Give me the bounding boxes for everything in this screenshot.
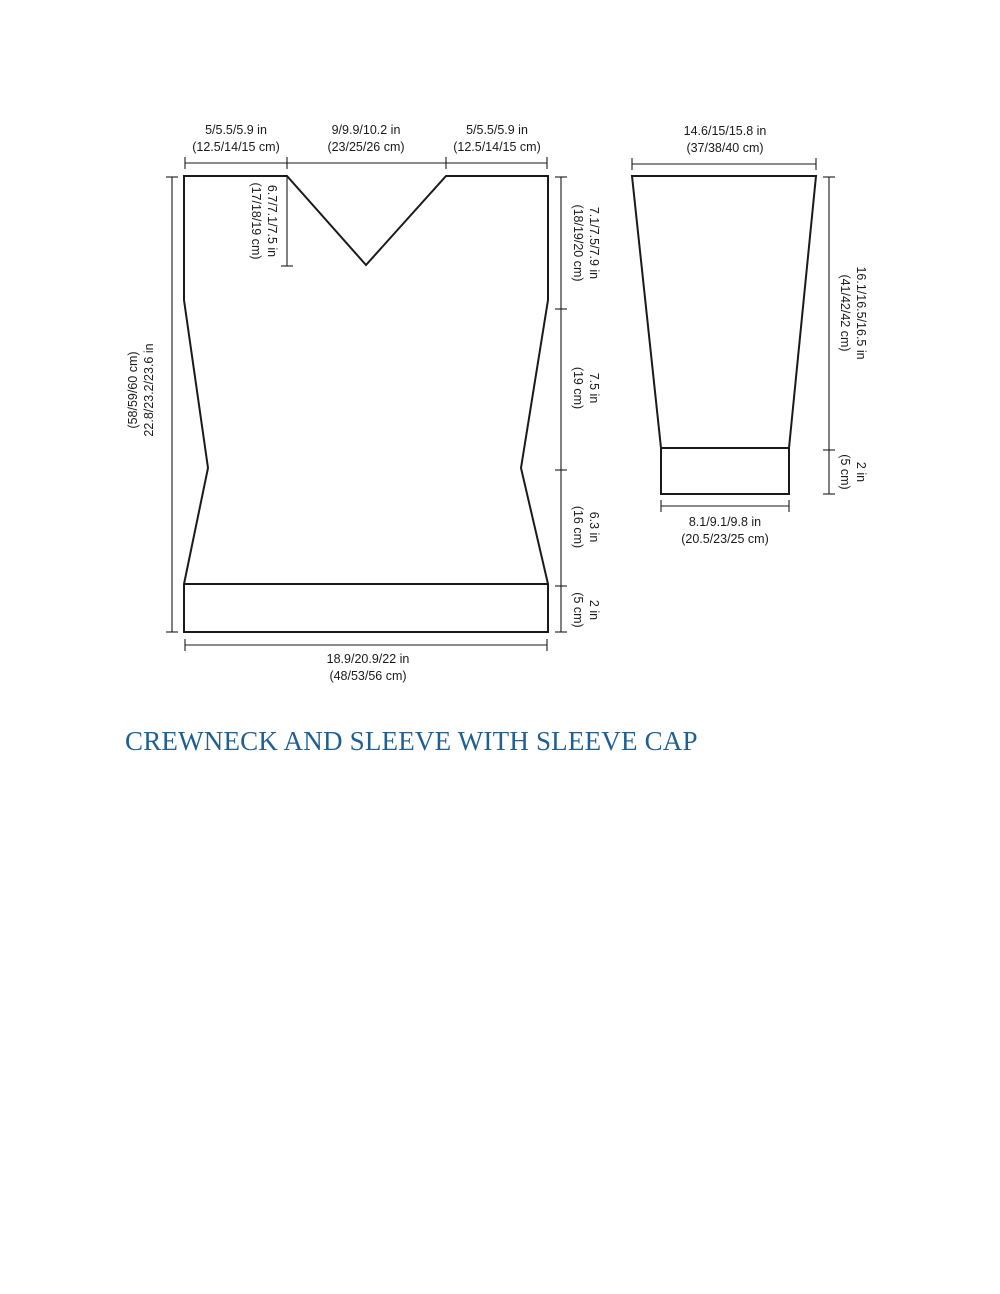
total-length-label: 22.8/23.2/23.6 in xyxy=(142,343,156,437)
hem-ribbing-label: 2 in xyxy=(587,599,601,621)
sleeve-upper-width-label: 14.6/15/15.8 in xyxy=(683,124,767,138)
waist-to-armhole-label-cm: (19 cm) xyxy=(571,366,585,410)
sleeve-cuff-width-label-cm: (20.5/23/25 cm) xyxy=(681,532,769,546)
section-title: CREWNECK AND SLEEVE WITH SLEEVE CAP xyxy=(125,726,698,756)
total-length-dimension xyxy=(166,177,178,632)
bottom-width-label: 18.9/20.9/22 in xyxy=(326,652,410,666)
hip-to-waist-label: 6.3 in xyxy=(587,511,601,543)
neck-width-label: 9/9.9/10.2 in xyxy=(331,123,401,137)
neck-depth-dimension xyxy=(281,177,293,266)
body-top-dimension xyxy=(185,157,547,169)
sleeve-length-label: 16.1/16.5/16.5 in xyxy=(854,266,868,360)
waist-to-armhole-label: 7.5 in xyxy=(587,372,601,404)
neck-depth-label-cm: (17/18/19 cm) xyxy=(249,182,263,260)
neck-depth-label: 6.7/7.1/7.5 in xyxy=(265,184,279,258)
total-length-label-cm: (58/59/60 cm) xyxy=(126,351,140,429)
left-shoulder-label-cm: (12.5/14/15 cm) xyxy=(192,140,280,154)
body-right-dimension xyxy=(555,177,567,632)
sleeve-cuff-label-cm: (5 cm) xyxy=(838,454,852,490)
sleeve-top-dimension xyxy=(632,158,816,170)
sleeve-outline xyxy=(632,176,816,494)
armhole-depth-label: 7.1/7.5/7.9 in xyxy=(587,206,601,280)
body-piece xyxy=(184,176,548,632)
sleeve-upper-width-label-cm: (37/38/40 cm) xyxy=(686,141,764,155)
sleeve-cuff-width-dimension xyxy=(661,500,789,512)
sleeve-cuff-label: 2 in xyxy=(854,461,868,483)
sleeve-right-dimension xyxy=(823,177,835,494)
hem-ribbing-label-cm: (5 cm) xyxy=(571,592,585,628)
left-shoulder-label: 5/5.5/5.9 in xyxy=(205,123,267,137)
right-shoulder-label: 5/5.5/5.9 in xyxy=(466,123,528,137)
right-shoulder-label-cm: (12.5/14/15 cm) xyxy=(453,140,541,154)
neck-width-label-cm: (23/25/26 cm) xyxy=(327,140,405,154)
bottom-width-label-cm: (48/53/56 cm) xyxy=(329,669,407,683)
bottom-width-dimension xyxy=(185,639,547,651)
body-outline xyxy=(184,176,548,632)
armhole-depth-label-cm: (18/19/20 cm) xyxy=(571,204,585,282)
sleeve-piece xyxy=(632,176,816,494)
sleeve-cuff-width-label: 8.1/9.1/9.8 in xyxy=(688,515,762,529)
hip-to-waist-label-cm: (16 cm) xyxy=(571,505,585,549)
sleeve-length-label-cm: (41/42/42 cm) xyxy=(838,274,852,352)
